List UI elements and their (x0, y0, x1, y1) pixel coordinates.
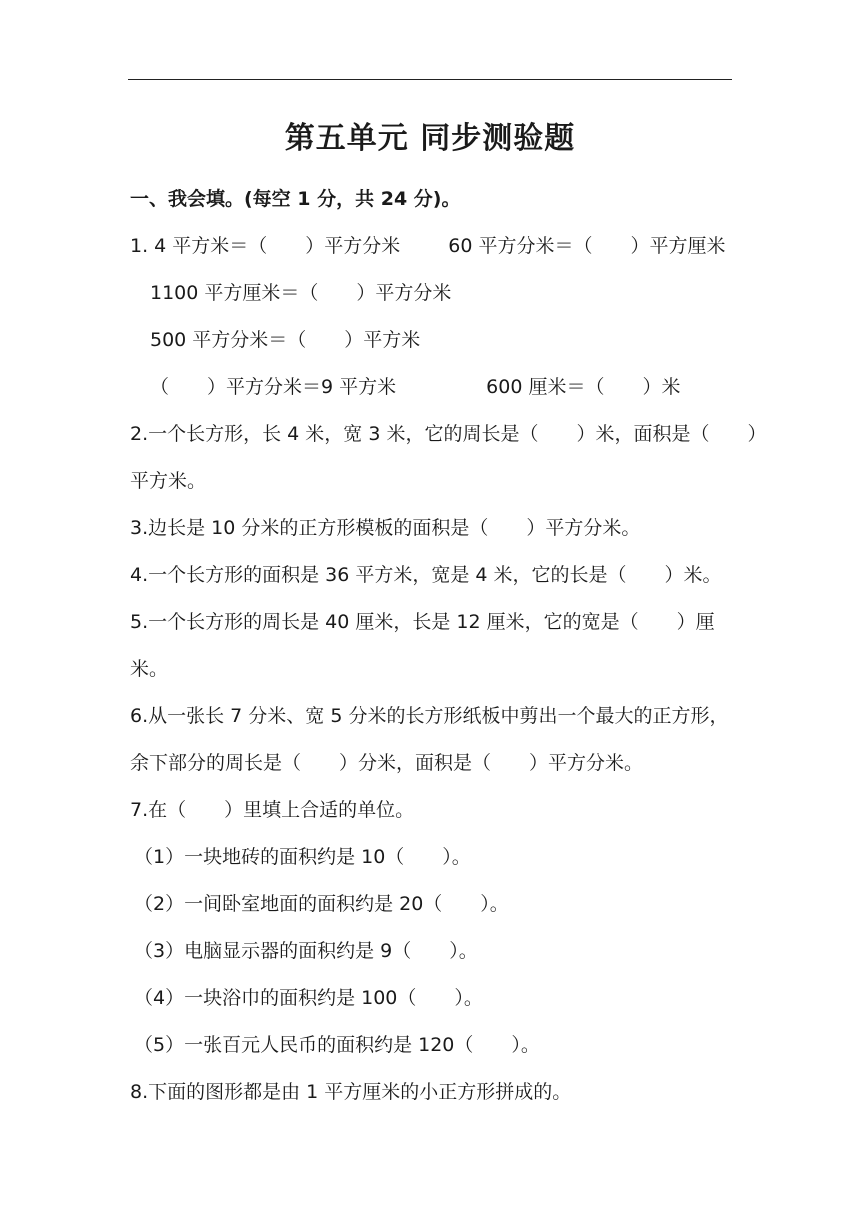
q1-item-a: 1. 4 平方米＝（ ）平方分米 (130, 235, 401, 257)
question-4: 4.一个长方形的面积是 36 平方米，宽是 4 米，它的长是（ ）米。 (130, 564, 722, 586)
question-7-item: （1）一块地砖的面积约是 10（ ）。 (134, 846, 471, 868)
q1-item-d: 500 平方分米＝（ ）平方米 (150, 329, 421, 351)
question-2-line-1: 2.一个长方形，长 4 米，宽 3 米，它的周长是（ ）米，面积是（ ） (130, 423, 767, 445)
question-1-line-4 (150, 372, 680, 402)
q1-item-e: （ ）平方分米＝9 平方米 (150, 376, 397, 398)
question-7-item: （3）电脑显示器的面积约是 9（ ）。 (134, 940, 478, 962)
header-rule (128, 79, 732, 80)
section-heading: 一、我会填。(每空 1 分，共 24 分)。 (130, 188, 461, 210)
question-7-item: （5）一张百元人民币的面积约是 120（ ）。 (134, 1034, 540, 1056)
question-6-line-1: 6.从一张长 7 分米、宽 5 分米的长方形纸板中剪出一个最大的正方形， (130, 705, 729, 727)
q1-item-c: 1100 平方厘米＝（ ）平方分米 (150, 282, 452, 304)
page-title: 第五单元 同步测验题 (284, 121, 576, 156)
question-2-line-2: 平方米。 (130, 470, 207, 492)
question-8: 8.下面的图形都是由 1 平方厘米的小正方形拼成的。 (130, 1081, 572, 1103)
question-7-stem: 7.在（ ）里填上合适的单位。 (130, 799, 415, 821)
question-1-line-1 (130, 231, 726, 261)
q1-item-f: 600 厘米＝（ ）米 (486, 376, 681, 398)
q1-item-b: 60 平方分米＝（ ）平方厘米 (448, 235, 726, 257)
question-3: 3.边长是 10 分米的正方形模板的面积是（ ）平方分米。 (130, 517, 641, 539)
question-6-line-2: 余下部分的周长是（ ）分米，面积是（ ）平方分米。 (130, 752, 644, 774)
question-7-item: （4）一块浴巾的面积约是 100（ ）。 (134, 987, 483, 1009)
question-7-item: （2）一间卧室地面的面积约是 20（ ）。 (134, 893, 509, 915)
question-5-line-1: 5.一个长方形的周长是 40 厘米，长是 12 厘米，它的宽是（ ）厘 (130, 611, 715, 633)
question-5-line-2: 米。 (130, 658, 169, 680)
